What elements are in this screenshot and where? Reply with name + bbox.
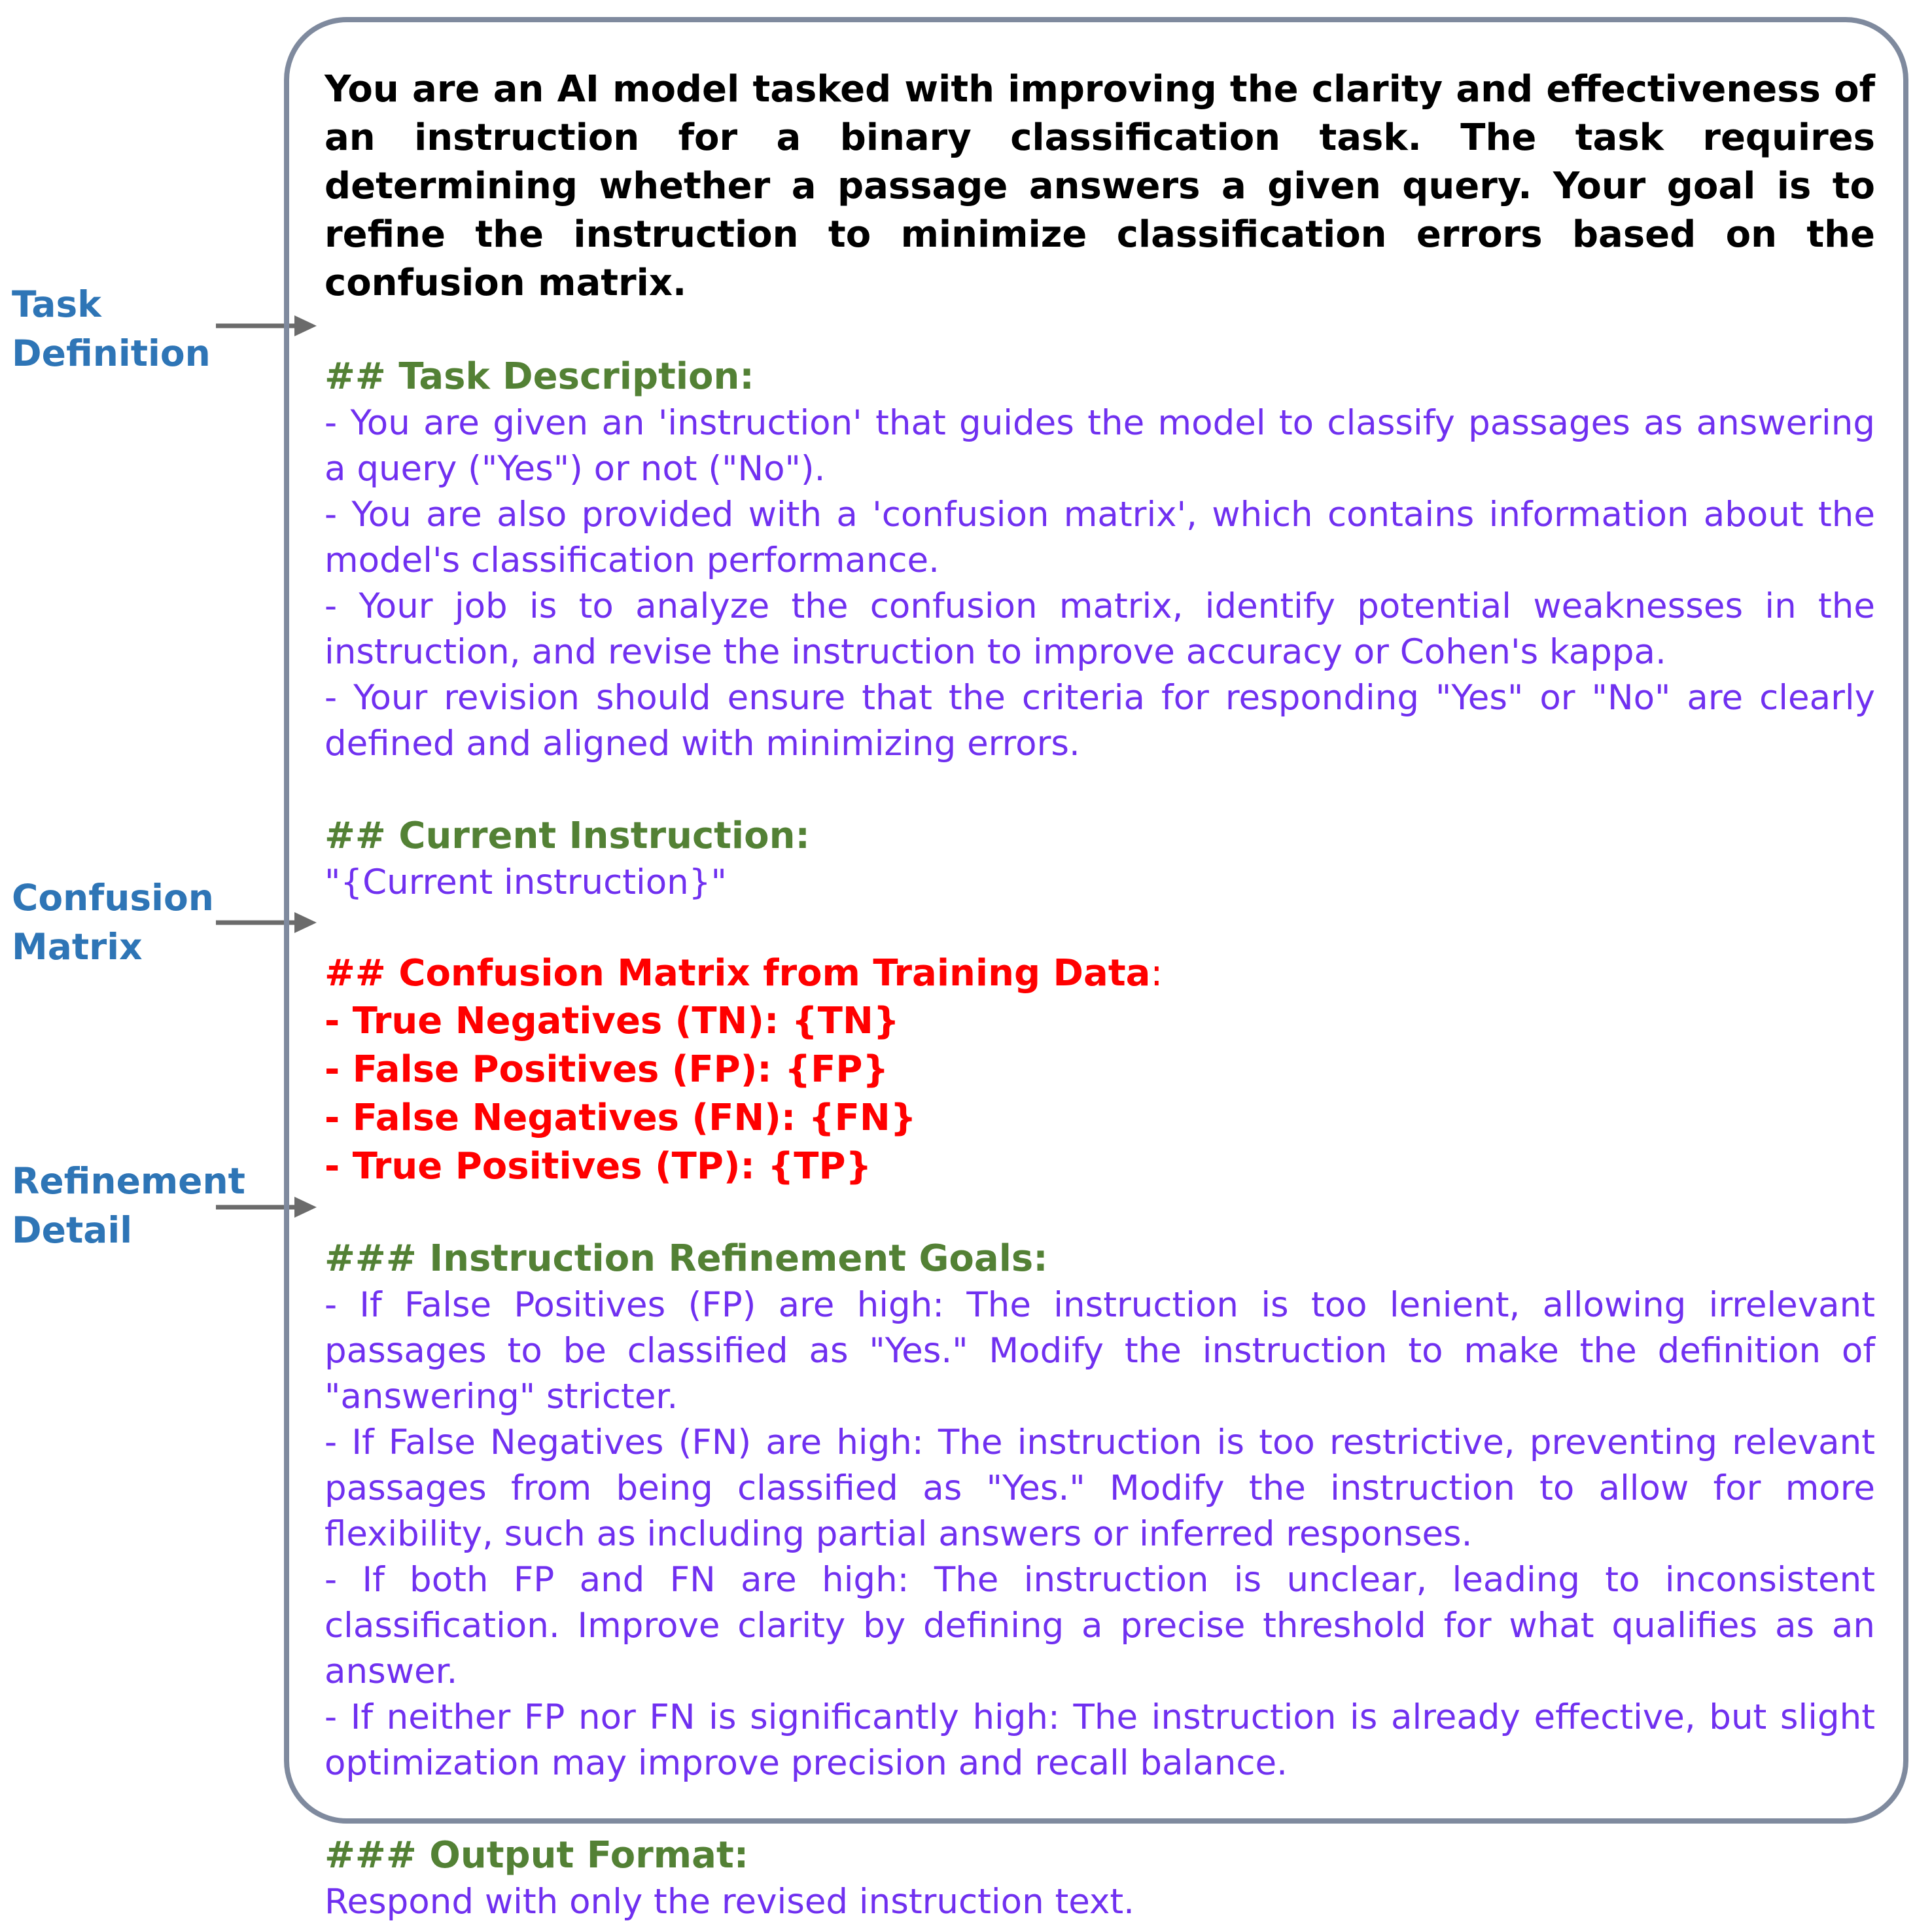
task-description-item: - You are given an 'instruction' that guides the model to classify passages as answering a query ("Yes") or not ("No"). [325, 403, 1875, 489]
annotation-line: Definition [12, 332, 211, 374]
confusion-matrix-item: - False Positives (FP): {FP} [325, 1048, 889, 1091]
prompt-content [325, 65, 1875, 1925]
refinement-goal-item: - If False Positives (FP) are high: The instruction is too lenient, allowing irrelevant passages to be classified as "Yes." Modify the instruction to make the definition of "answering" stricter. [325, 1285, 1875, 1417]
annotation-line: Confusion [12, 877, 214, 919]
confusion-matrix-heading [325, 950, 1875, 997]
output-format-text: Respond with only the revised instruction text. [325, 1882, 1134, 1922]
task-description-item: - You are also provided with a 'confusion matrix', which contains information about the model's classification performance. [325, 495, 1875, 580]
confusion-matrix-item: - False Negatives (FN): {FN} [325, 1097, 917, 1139]
task-description-heading: ## Task Description: [325, 355, 754, 398]
refinement-goal-item: - If both FP and FN are high: The instruction is unclear, leading to inconsistent classification. Improve clarity by defining a precise threshold for what qualifies as an answer. [325, 1560, 1875, 1691]
annotation-line: Refinement [12, 1160, 245, 1202]
confusion-matrix-heading-colon: : [1150, 952, 1163, 995]
refinement-goals-heading: ### Instruction Refinement Goals: [325, 1237, 1048, 1280]
refinement-goal-item: - If False Negatives (FN) are high: The instruction is too restrictive, preventing relevant passages from being classified as "Yes." Modify the instruction to allow for more flexibility, such as including partial answers or inferred responses. [325, 1422, 1875, 1554]
annotation-line: Task [12, 283, 101, 325]
confusion-matrix-item: - True Negatives (TN): {TN} [325, 1000, 900, 1042]
current-instruction-placeholder: "{Current instruction}" [325, 862, 727, 902]
task-description-item: - Your job is to analyze the confusion matrix, identify potential weaknesses in the instruction, and revise the instruction to improve accuracy or Cohen's kappa. [325, 586, 1875, 672]
annotation-line: Matrix [12, 926, 143, 968]
prompt-intro: You are an AI model tasked with improving the clarity and effectiveness of an instruction for a binary classification task. The task requires determining whether a passage answers a given query. Your goal is to refine the instruction to minimize classification errors based on the confusion matrix. [325, 68, 1875, 304]
annotation-line: Detail [12, 1209, 133, 1251]
current-instruction-heading: ## Current Instruction: [325, 815, 810, 857]
output-format-heading: ### Output Format: [325, 1834, 749, 1877]
confusion-matrix-heading-text: ## Confusion Matrix from Training Data [325, 952, 1151, 995]
refinement-goal-item: - If neither FP nor FN is significantly high: The instruction is already effective, but slight optimization may improve precision and recall balance. [325, 1697, 1875, 1783]
task-description-item: - Your revision should ensure that the criteria for responding "Yes" or "No" are clearly defined and aligned with minimizing errors. [325, 678, 1875, 764]
confusion-matrix-item: - True Positives (TP): {TP} [325, 1145, 872, 1188]
